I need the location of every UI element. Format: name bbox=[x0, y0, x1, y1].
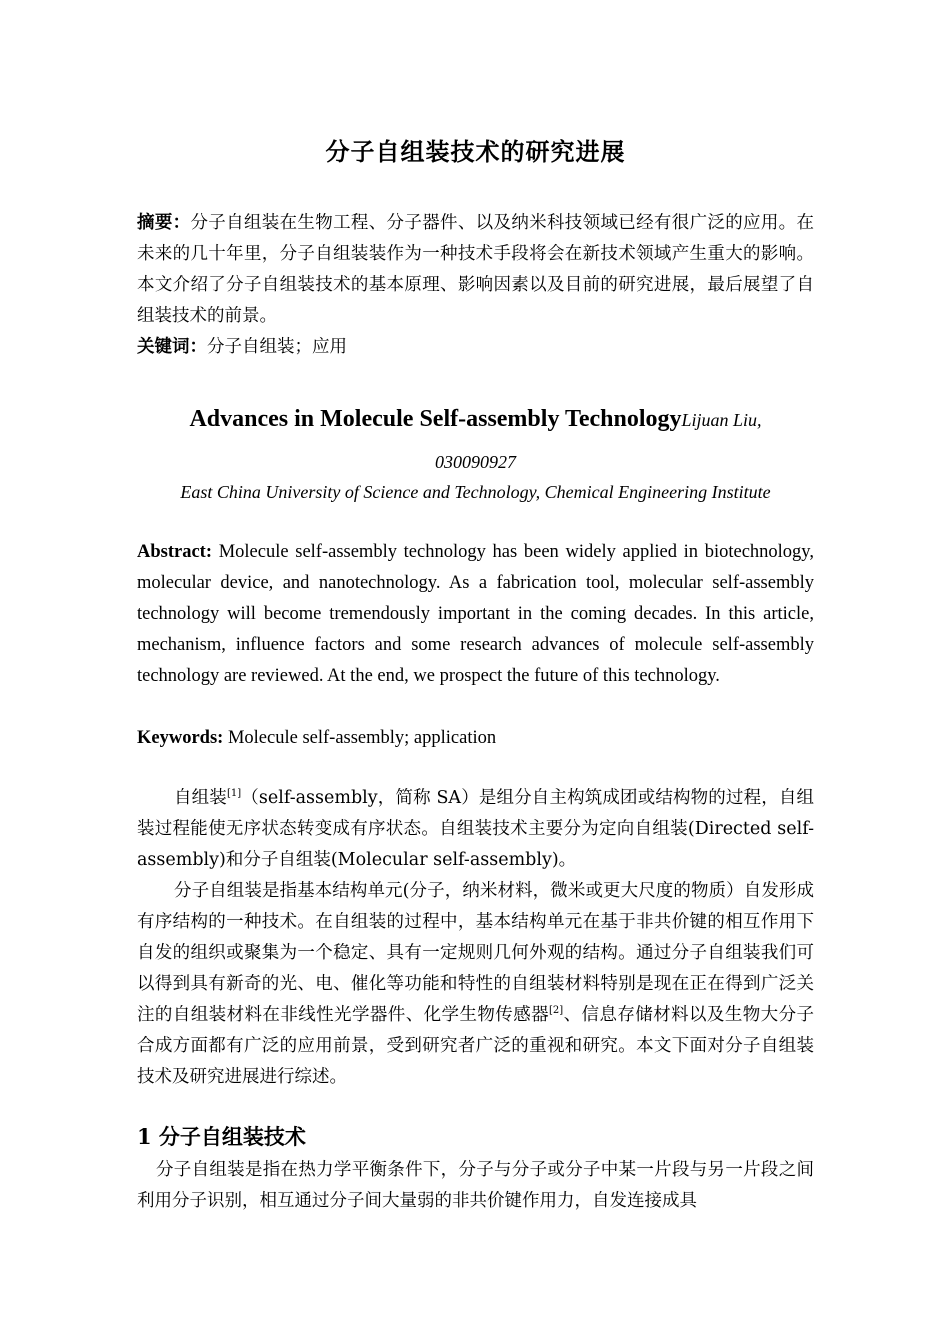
section-1-heading: 1 分子自组装技术 bbox=[137, 1124, 306, 1149]
chinese-abstract-text: 分子自组装在生物工程、分子器件、以及纳米科技领域已经有很广泛的应用。在未来的几十年里，分子自组装装作为一种技术手段将会在新技术领域产生重大的影响。本文介绍了分子自组装技术的基本原理、影响因素以及目前的研究进展，最后展望了自组装技术的前景。 bbox=[137, 213, 815, 326]
author-affiliation: East China University of Science and Technology, Chemical Engineering Institute bbox=[180, 482, 771, 502]
author-student-id: 030090927 bbox=[435, 452, 516, 472]
english-keywords bbox=[137, 723, 814, 754]
english-abstract-text: Molecule self-assembly technology has been widely applied in biotechnology, molecular device, and nanotechnology. As a fabrication tool, molecular self-assembly technology will become tremendously important in the coming decades. In this article, mechanism, influence factors and some research advances of molecule self-assembly technology are reviewed. At the end, we prospect the future of this technology. bbox=[137, 542, 814, 686]
section-1-paragraph: 分子自组装是指在热力学平衡条件下，分子与分子或分子中某一片段与另一片段之间利用分子识别，相互通过分子间大量弱的非共价键作用力，自发连接成具 bbox=[137, 1160, 814, 1211]
english-abstract bbox=[137, 537, 814, 692]
english-keywords-text: Molecule self-assembly; application bbox=[223, 728, 497, 748]
body-paragraph-2 bbox=[137, 876, 814, 1093]
citation-ref-1[interactable]: [1] bbox=[226, 788, 242, 799]
chinese-abstract-label: 摘要： bbox=[137, 213, 191, 233]
english-keywords-label: Keywords: bbox=[137, 728, 224, 748]
chinese-title: 分子自组装技术的研究进展 bbox=[325, 137, 626, 166]
english-abstract-label: Abstract: bbox=[137, 542, 213, 562]
chinese-keywords-text: 分子自组装；应用 bbox=[207, 337, 347, 357]
chinese-abstract bbox=[137, 208, 814, 332]
paragraph-2-start: 分子自组装是指基本结构单元(分子，纳米材料，微米或更大尺度的物质）自发形成有序结构的一种技术。在自组装的过程中，基本结构单元在基于非共价键的相互作用下自发的组织或聚集为一个稳定、具有一定规则几何外观的结构。通过分子自组装我们可以得到具有新奇的光、电、催化等功能和特性的自组装材料特别是现在正在得到广泛关注的自组装材料在非线性光学器件、化学生物传感器 bbox=[137, 881, 814, 1025]
chinese-keywords bbox=[137, 332, 814, 363]
english-title: Advances in Molecule Self-assembly Technology bbox=[189, 406, 682, 432]
paragraph-1-start: 自组装 bbox=[174, 788, 227, 808]
paragraph-2-rest: 、信息存储材料以及生物大分子合成方面都有广泛的应用前景，受到研究者广泛的重视和研究。本文下面对分子自组装技术及研究进展进行综述。 bbox=[137, 1005, 815, 1087]
author-name: Lijuan Liu, bbox=[681, 410, 762, 430]
chinese-keywords-label: 关键词： bbox=[137, 337, 207, 357]
body-paragraph-1 bbox=[137, 783, 814, 876]
citation-ref-2[interactable]: [2] bbox=[549, 1005, 564, 1016]
english-title-line bbox=[137, 402, 814, 439]
paragraph-1-rest: （self-assembly，简称 SA）是组分自主构筑成团或结构物的过程，自组装过程能使无序状态转变成有序状态。自组装技术主要分为定向自组装(Directed self-assembly)和分子自组装(Molecular self-assembly)。 bbox=[137, 788, 815, 870]
